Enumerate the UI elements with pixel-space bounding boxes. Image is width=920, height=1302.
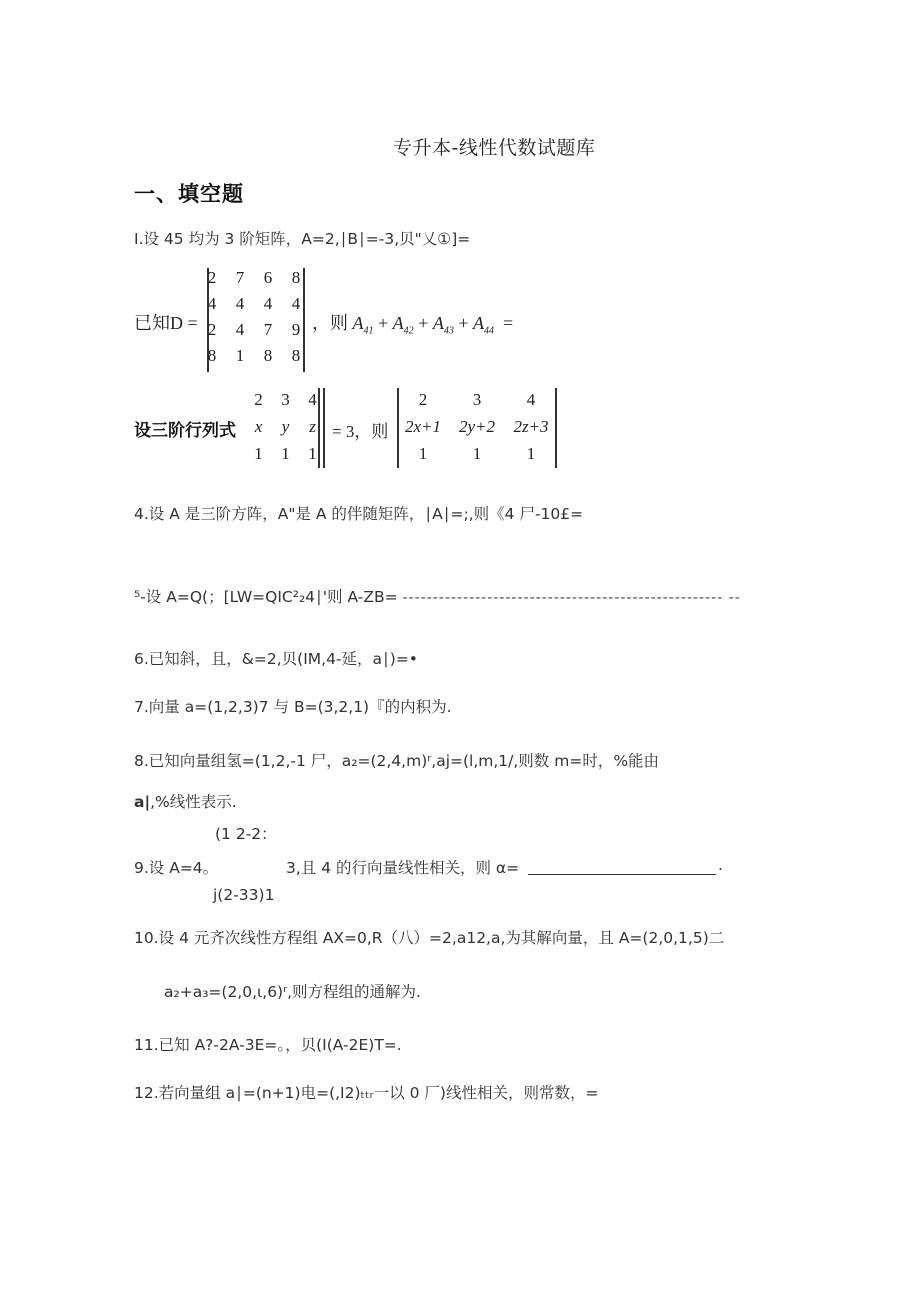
q2-equals: = [502,313,514,333]
q9-matrix-top: (1 2-2： [215,825,277,843]
q3-m1-cell-r1-c2: z [309,417,316,436]
q2-cell-r3-c2: 8 [263,346,273,365]
q2-cell-r1-c2: 4 [263,294,273,313]
q2-term-2: $A_{42}$ [392,313,414,337]
q2-cell-r2-c1: 4 [235,320,245,339]
q3-m1-cell-r0-c2: 4 [308,390,317,409]
question-12: 12.若向量组 a∣=(n+1)电=(,I2)ₜₜᵣ一以 0 厂)线性相关，则常数，= [134,1084,599,1102]
q3-m2-cell-r1-c0: 2x+1 [404,417,442,436]
q3-m2-cell-r0-c1: 3 [472,390,482,409]
q3-middle: = 3，则 [332,422,389,441]
q9-left: 9.设 A=4。 [134,859,219,877]
question-6: 6.已知斜，且，&=2,贝(IM,4-延，a∣)=• [134,650,418,668]
q2-plus-2: + [418,313,429,333]
question-4: 4.设 A 是三阶方阵，A"是 A 的伴随矩阵，∣A∣=;,则《4 尸-10£= [134,505,584,523]
q3-m1-cell-r2-c2: 1 [308,444,317,463]
q2-sum [312,309,513,337]
q9-answer-blank [528,874,716,875]
question-1: I.设 45 均为 3 阶矩阵，A=2,∣B∣=-3,贝"乂①]= [134,230,471,248]
q3-m1-cell-r2-c0: 1 [254,444,263,463]
q2-cell-r2-c0: 2 [207,320,217,339]
question-8-line-1: 8.已知向量组氢=(1,2,-1 尸，a₂=(2,4,m)ʳ,aj=(l,m,1/,则数 m=时，%能由 [134,752,660,770]
q9-end: . [718,856,723,874]
question-10-line-1: 10.设 4 元齐次线性方程组 AX=0,R（八）=2,a12,a,为其解向量，且 A=(2,0,1,5)二 [134,929,725,947]
q3-m2-cell-r2-c2: 1 [526,444,536,463]
q2-cell-r3-c1: 1 [235,346,245,365]
q9-right: 3,且 4 的行向量线性相关，则 α= [286,859,520,877]
q3-m2-cell-r1-c2: 2z+3 [513,417,549,436]
q3-m1-cell-r1-c0: x [254,417,263,436]
q8-rest: ,%线性表示. [150,793,237,811]
q3-prefix: 设三阶行列式 [134,421,236,441]
section-heading: 一、填空题 [134,182,244,206]
q2-cell-r1-c0: 4 [207,294,217,313]
q9-matrix-bottom: j(2-33)1 [213,886,275,904]
q3-m2-cell-r2-c1: 1 [472,444,482,463]
question-7: 7.向量 a=(1,2,3)7 与 B=(3,2,1)『的内积为. [134,698,452,716]
q2-cell-r1-c1: 4 [235,294,245,313]
question-5 [134,585,741,607]
q2-cell-r0-c0: 2 [207,268,217,287]
q3-m2-cell-r0-c0: 2 [418,390,428,409]
q2-cell-r0-c1: 7 [235,268,245,287]
q3-m2-cell-r2-c0: 1 [418,444,428,463]
q5-text: ⁵-设 A=Q(；[LW=QIC²₂4∣'则 A-ZB= [134,588,398,606]
question-10-line-2: a₂+a₃=(2,0,ι,6)ʳ,则方程组的通解为. [164,983,421,1001]
q2-term-1: $A_{41}$ [352,313,374,337]
q2-plus-3: + [458,313,469,333]
q2-cell-r3-c0: 8 [207,346,217,365]
q3-m2-cell-r0-c2: 4 [526,390,536,409]
q2-comma: ，则 [312,313,353,333]
q3-m1-cell-r0-c1: 3 [281,390,290,409]
q5-dash-blank: ----------------------------------------------------- -- [402,590,741,606]
q2-cell-r2-c3: 9 [291,320,301,339]
q2-cell-r1-c3: 4 [291,294,301,313]
q2-cell-r3-c3: 8 [291,346,301,365]
q2-prefix: 已知D = [134,313,198,333]
q3-m2-cell-r1-c1: 2y+2 [458,417,496,436]
question-8-line-2 [134,790,237,812]
q3-m1-cell-r0-c0: 2 [254,390,263,409]
question-11: 11.已知 A?-2A-3E=。，贝(I(A-2E)T=. [134,1036,402,1054]
q8-alpha: a| [134,793,151,811]
q3-m1-cell-r2-c1: 1 [281,444,290,463]
page-title: 专升本-线性代数试题库 [393,137,596,159]
q2-term-3: $A_{43}$ [432,313,454,337]
q3-m1-cell-r1-c1: y [281,417,290,436]
q2-cell-r0-c3: 8 [291,268,301,287]
q2-term-4: $A_{44}$ [472,313,494,337]
q2-cell-r0-c2: 6 [263,268,273,287]
q2-plus-1: + [378,313,389,333]
q2-cell-r2-c2: 7 [263,320,273,339]
